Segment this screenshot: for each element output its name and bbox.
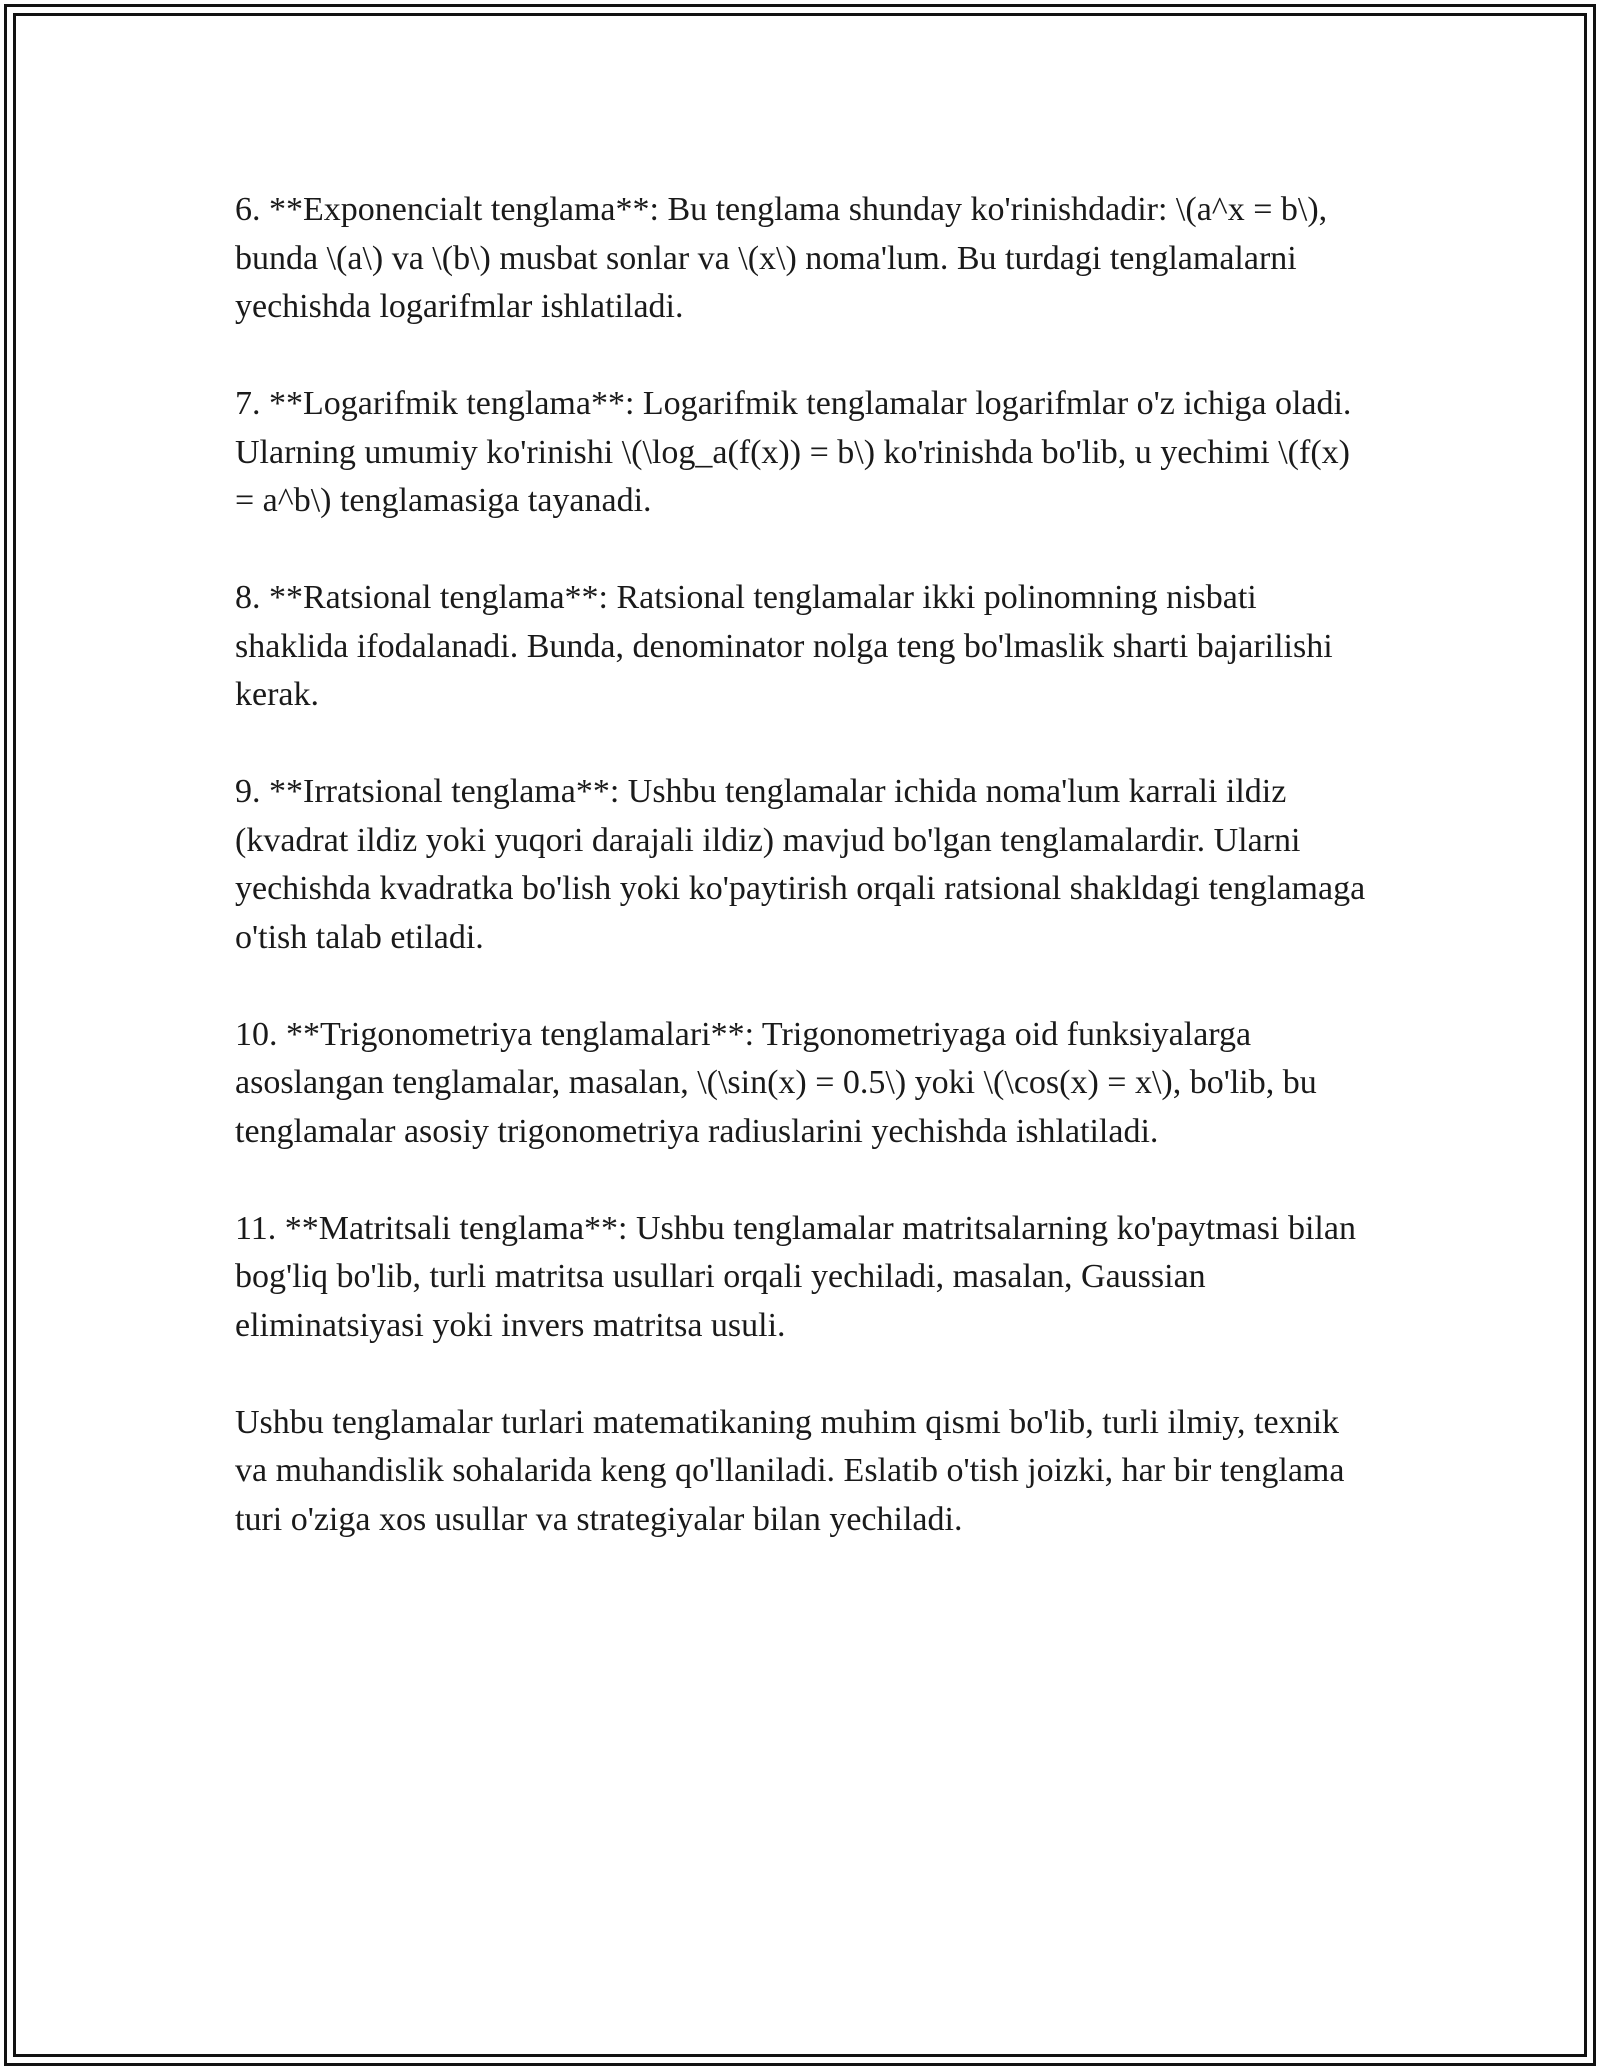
document-body bbox=[235, 186, 1375, 1593]
paragraph-exponential-equation: 6. **Exponencialt tenglama**: Bu tenglama shunday ko'rinishdadir: \(a^x = b\), bunda \(a\) va \(b\) musbat sonlar va \(x\) noma'lum. Bu turdagi tenglamalarni yechishda logarifmlar ishlatiladi. bbox=[235, 191, 1328, 325]
paragraph-conclusion: Ushbu tenglamalar turlari matematikaning muhim qismi bo'lib, turli ilmiy, texnik va muhandislik sohalarida keng qo'llaniladi. Eslatib o'tish joizki, har bir tenglama turi o'ziga xos usullar va strategiyalar bilan yechiladi. bbox=[235, 1403, 1345, 1538]
paragraph-irrational-equation: 9. **Irratsional tenglama**: Ushbu tenglamalar ichida noma'lum karrali ildiz (kvadrat ildiz yoki yuqori darajali ildiz) mavjud bo'lgan tenglamalardir. Ularni yechishda kvadratka bo'lish yoki ko'paytirish orqali ratsional shakldagi tenglamaga o'tish talab etiladi. bbox=[235, 773, 1366, 956]
paragraph-rational-equation: 8. **Ratsional tenglama**: Ratsional tenglamalar ikki polinomning nisbati shaklida ifodalanadi. Bunda, denominator nolga teng bo'lmaslik sharti bajarilishi kerak. bbox=[235, 579, 1333, 713]
paragraph-matrix-equation: 11. **Matritsali tenglama**: Ushbu tenglamalar matritsalarning ko'paytmasi bilan bog'liq bo'lib, turli matritsa usullari orqali yechiladi, masalan, Gaussian eliminatsiyasi yoki invers matritsa usuli. bbox=[235, 1209, 1356, 1344]
paragraph-trigonometric-equations: 10. **Trigonometriya tenglamalari**: Trigonometriyaga oid funksiyalarga asoslangan tenglamalar, masalan, \(\sin(x) = 0.5\) yoki \(\cos(x) = x\), bo'lib, bu tenglamalar asosiy trigonometriya radiuslarini yechishda ishlatiladi. bbox=[235, 1015, 1317, 1150]
paragraph-logarithmic-equation: 7. **Logarifmik tenglama**: Logarifmik tenglamalar logarifmlar o'z ichiga oladi. Ularning umumiy ko'rinishi \(\log_a(f(x)) = b\) ko'rinishda bo'lib, u yechimi \(f(x) = a^b\) tenglamasiga tayanadi. bbox=[235, 385, 1352, 519]
